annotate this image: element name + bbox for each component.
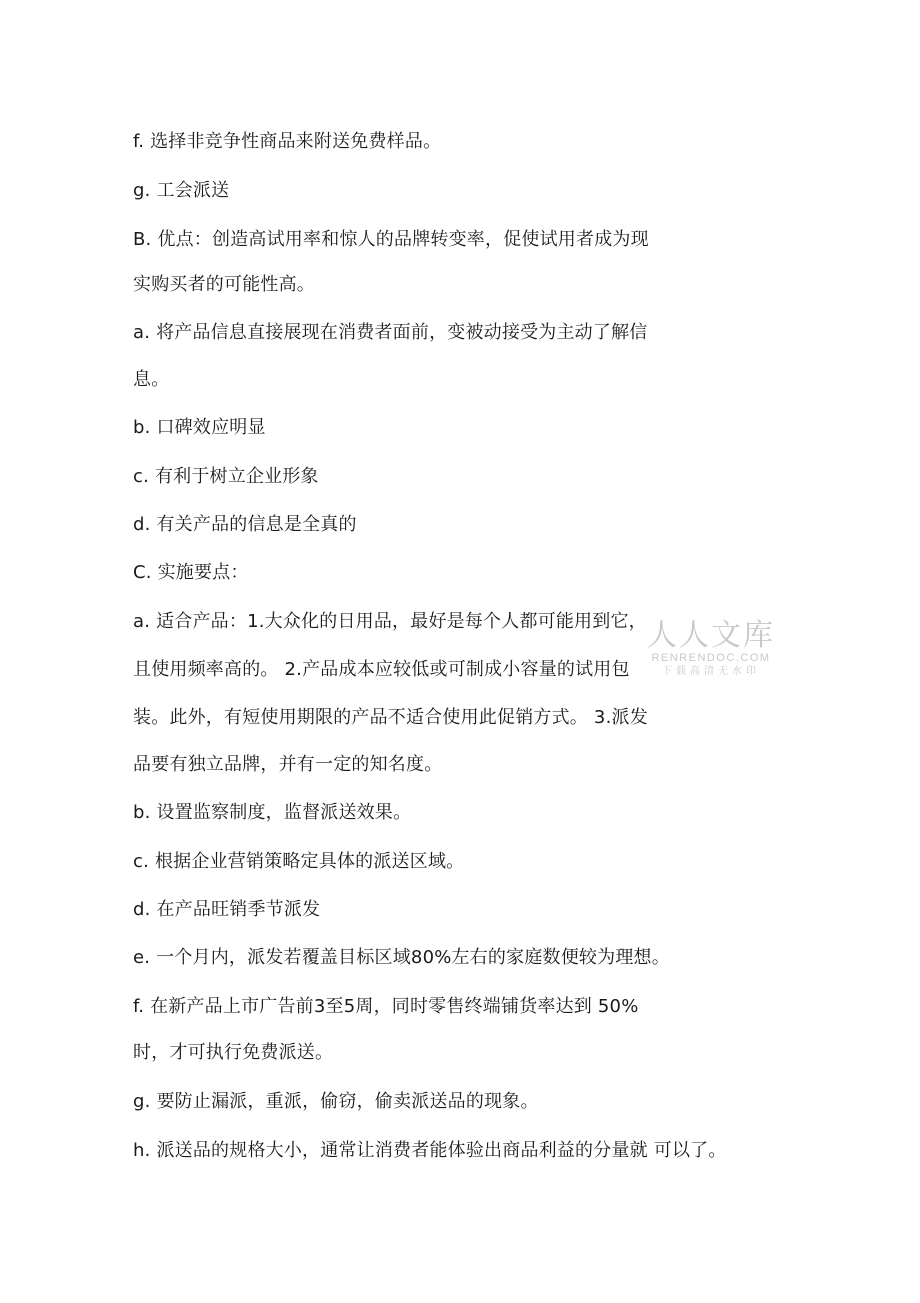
text-line: h. 派送品的规格大小，通常让消费者能体验出商品利益的分量就 可以了。	[133, 1140, 727, 1161]
text-line: 装。此外，有短使用期限的产品不适合使用此促销方式。 3.派发	[133, 707, 648, 728]
section-heading: C. 实施要点：	[133, 562, 249, 583]
text-line: c. 根据企业营销策略定具体的派送区域。	[133, 851, 465, 872]
text-line: e. 一个月内，派发若覆盖目标区域80%左右的家庭数便较为理想。	[133, 947, 670, 968]
watermark-logo	[646, 620, 776, 684]
text-line: f. 选择非竞争性商品来附送免费样品。	[133, 131, 442, 152]
text-line: b. 设置监察制度，监督派送效果。	[133, 802, 412, 823]
text-line: 实购买者的可能性高。	[133, 274, 315, 295]
text-line: d. 在产品旺销季节派发	[133, 899, 321, 920]
text-line: g. 要防止漏派，重派，偷窃，偷卖派送品的现象。	[133, 1091, 539, 1112]
text-line: 且使用频率高的。 2.产品成本应较低或可制成小容量的试用包	[133, 659, 630, 680]
text-line: a. 适合产品：1.大众化的日用品，最好是每个人都可能用到它，	[133, 611, 647, 632]
text-line: c. 有利于树立企业形象	[133, 466, 319, 487]
text-line: a. 将产品信息直接展现在消费者面前，变被动接受为主动了解信	[133, 322, 648, 343]
text-line: g. 工会派送	[133, 180, 230, 201]
text-line: b. 口碑效应明显	[133, 417, 266, 438]
text-line: B. 优点：创造高试用率和惊人的品牌转变率，促使试用者成为现	[133, 229, 649, 250]
text-line: 时，才可执行免费派送。	[133, 1042, 334, 1063]
text-line: d. 有关产品的信息是全真的	[133, 514, 357, 535]
text-line: 息。	[133, 369, 170, 390]
watermark-subtitle: 下载高清无水印	[662, 666, 760, 677]
text-line: 品要有独立品牌，并有一定的知名度。	[133, 754, 443, 775]
watermark-domain: RENRENDOC.COM	[651, 652, 771, 664]
watermark-title: 人人文库	[647, 618, 775, 653]
text-line: f. 在新产品上市广告前3至5周，同时零售终端铺货率达到 50%	[133, 996, 639, 1017]
